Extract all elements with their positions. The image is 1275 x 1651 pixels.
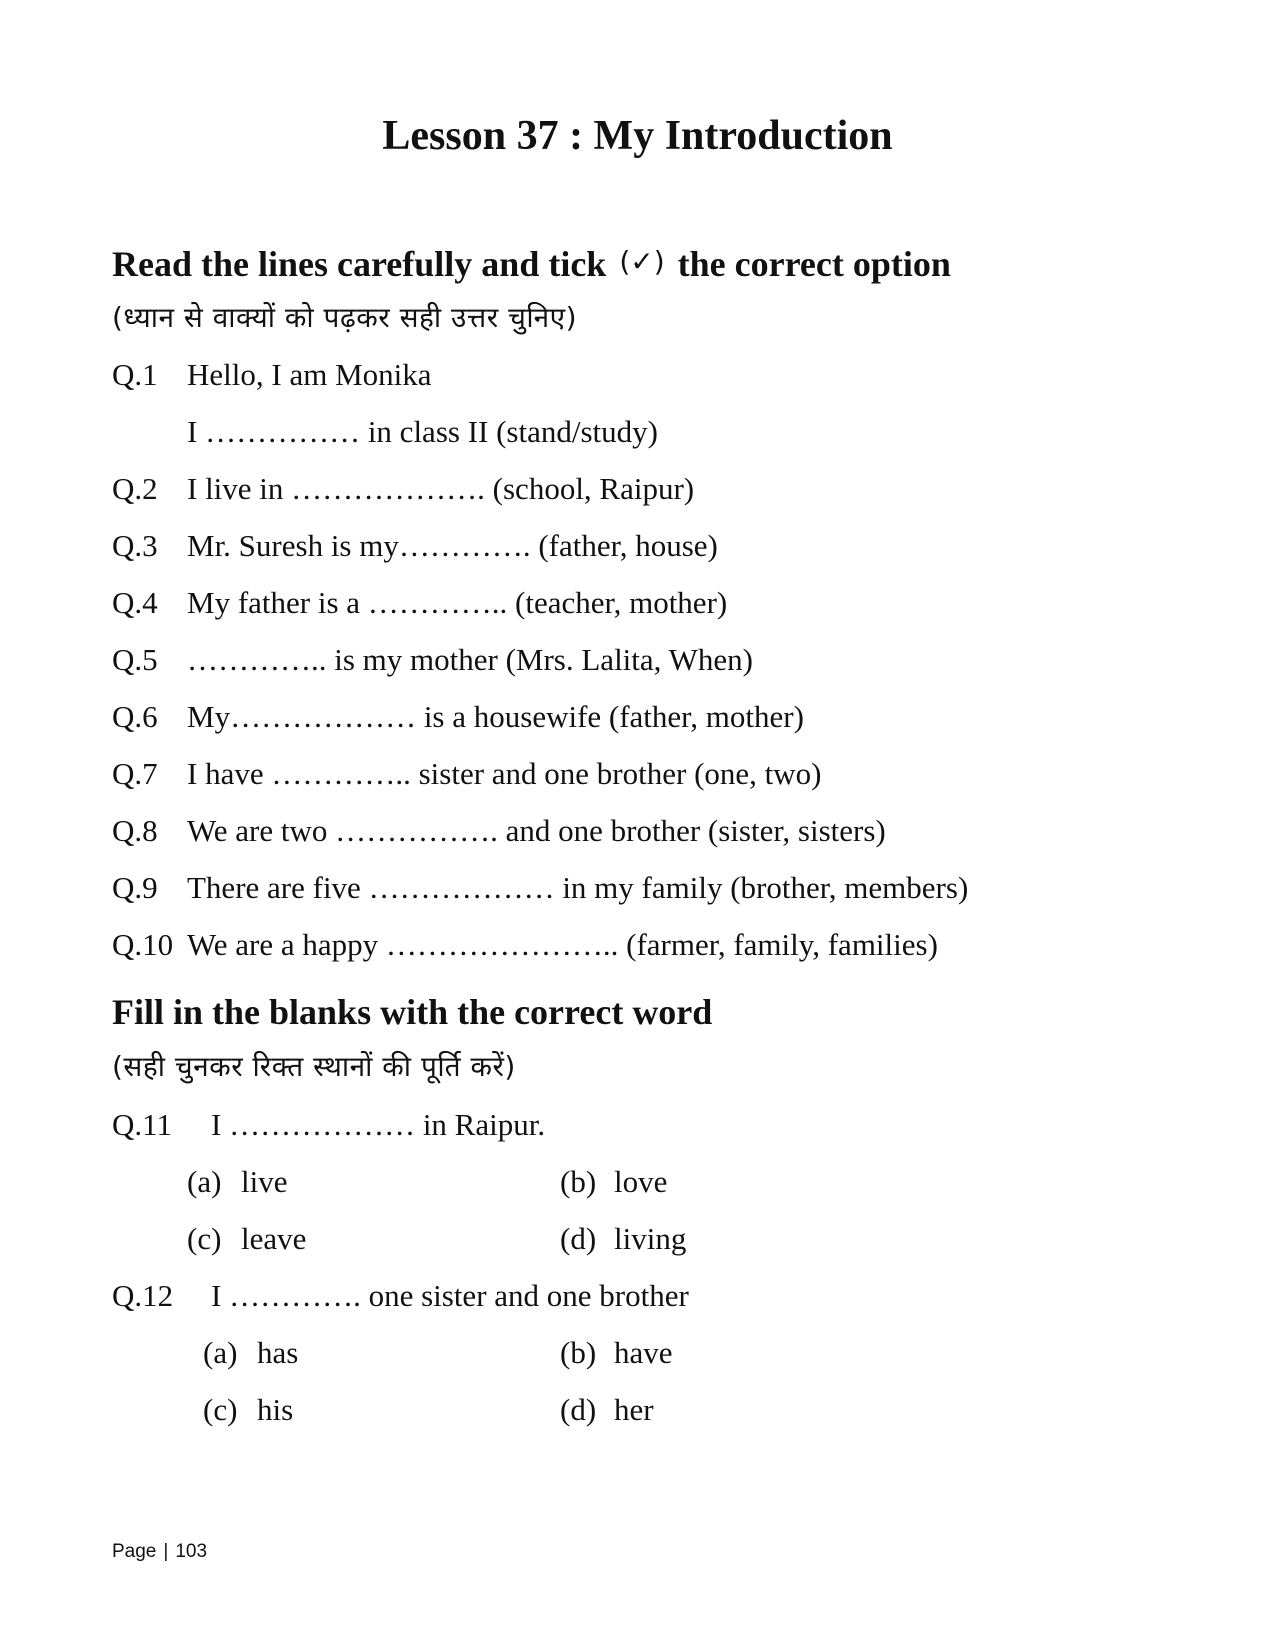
question-number: Q.2 bbox=[112, 471, 158, 506]
question-text: We are a happy ………………….. (farmer, family, families) bbox=[187, 927, 938, 962]
question-number: Q.8 bbox=[112, 813, 158, 848]
page-label: Page bbox=[112, 1541, 157, 1562]
question-text: My……………… is a housewife (father, mother) bbox=[187, 699, 804, 734]
page-footer bbox=[112, 1540, 207, 1564]
question-number: Q.12 bbox=[112, 1278, 174, 1313]
question-number: Q.1 bbox=[112, 357, 158, 392]
option-text: leave bbox=[241, 1221, 307, 1256]
question-text: I live in ………………. (school, Raipur) bbox=[187, 471, 695, 506]
option-letter: (c) bbox=[187, 1221, 222, 1256]
option-letter: (d) bbox=[560, 1221, 597, 1256]
question-text: We are two ……………. and one brother (sister, sisters) bbox=[187, 813, 886, 848]
section-heading-choose bbox=[112, 240, 951, 286]
hindi-instruction-fill-blanks: (सही चुनकर रिक्त स्थानों की पूर्ति करें) bbox=[112, 1050, 516, 1083]
question-number: Q.6 bbox=[112, 699, 158, 734]
question-text: I have ………….. sister and one brother (one, two) bbox=[187, 756, 822, 791]
option-a[interactable] bbox=[187, 1162, 288, 1202]
option-a[interactable] bbox=[203, 1333, 298, 1373]
page-number: 103 bbox=[175, 1541, 208, 1562]
question-text: There are five ……………… in my family (brother, members) bbox=[187, 870, 969, 905]
question-text: Hello, I am Monika bbox=[187, 357, 432, 392]
option-text: have bbox=[614, 1335, 673, 1370]
question-text: I …………. one sister and one brother bbox=[211, 1278, 689, 1313]
option-d[interactable] bbox=[560, 1219, 686, 1259]
option-letter: (d) bbox=[560, 1392, 597, 1427]
section-heading-fill-blanks: Fill in the blanks with the correct word bbox=[112, 992, 713, 1032]
question-text: I …………… in class II (stand/study) bbox=[187, 414, 658, 449]
question-text: I ……………… in Raipur. bbox=[211, 1107, 546, 1142]
option-c[interactable] bbox=[187, 1219, 306, 1259]
page-separator: | bbox=[163, 1541, 169, 1562]
question-number: Q.3 bbox=[112, 528, 158, 563]
option-c[interactable] bbox=[203, 1390, 293, 1430]
option-text: love bbox=[614, 1164, 668, 1199]
question-number: Q.5 bbox=[112, 642, 158, 677]
question-number: Q.4 bbox=[112, 585, 158, 620]
question-number: Q.7 bbox=[112, 756, 158, 791]
question-number: Q.11 bbox=[112, 1107, 172, 1142]
option-text: has bbox=[257, 1335, 299, 1370]
tick-icon: (✓) bbox=[619, 245, 665, 278]
option-text: her bbox=[614, 1392, 654, 1427]
option-text: living bbox=[614, 1221, 687, 1256]
section-heading-text-end: the correct option bbox=[677, 244, 951, 284]
hindi-instruction-choose: (ध्यान से वाक्यों को पढ़कर सही उत्तर चुनिए) bbox=[112, 301, 578, 334]
option-b[interactable] bbox=[560, 1333, 673, 1373]
question-text: My father is a ………….. (teacher, mother) bbox=[187, 585, 728, 620]
question-text: ………….. is my mother (Mrs. Lalita, When) bbox=[187, 642, 753, 677]
option-text: live bbox=[241, 1164, 288, 1199]
option-letter: (a) bbox=[203, 1335, 238, 1370]
option-b[interactable] bbox=[560, 1162, 667, 1202]
option-letter: (b) bbox=[560, 1335, 597, 1370]
option-letter: (a) bbox=[187, 1164, 222, 1199]
option-letter: (c) bbox=[203, 1392, 238, 1427]
question-number: Q.9 bbox=[112, 870, 158, 905]
option-letter: (b) bbox=[560, 1164, 597, 1199]
option-d[interactable] bbox=[560, 1390, 654, 1430]
page-title: Lesson 37 : My Introduction bbox=[382, 113, 893, 159]
option-text: his bbox=[257, 1392, 294, 1427]
question-text: Mr. Suresh is my…………. (father, house) bbox=[187, 528, 718, 563]
section-heading-text-start: Read the lines carefully and tick bbox=[112, 244, 607, 284]
question-number: Q.10 bbox=[112, 927, 174, 962]
